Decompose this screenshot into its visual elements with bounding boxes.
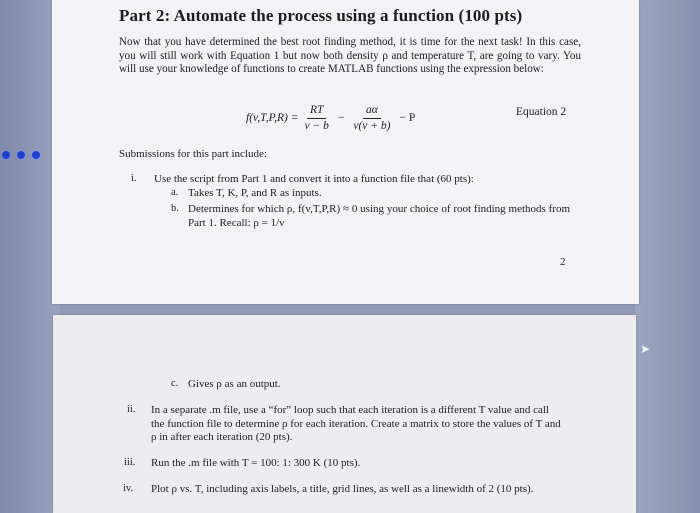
background-right [635,0,700,513]
equation-tail: − P [399,112,416,124]
submissions-title: Submissions for this part include: [119,148,267,160]
list-marker: iv. [123,483,134,494]
list-item: Use the script from Part 1 and convert it into a function file that (60 pts): [154,173,474,185]
fraction-rt [301,104,331,133]
background-left [0,0,60,513]
page-number: 2 [560,256,566,268]
fraction-numerator: aα [363,104,381,119]
list-item: Takes T, K, P, and R as inputs. [188,187,322,199]
progress-dots-icon [2,151,40,159]
part-title: Part 2: Automate the process using a function (100 pts) [119,6,523,25]
list-item: Run the .m file with T = 100: 1: 300 K (10 pts). [151,457,361,469]
list-marker: ii. [127,404,136,415]
equation-2 [246,100,418,136]
intro-paragraph: Now that you have determined the best root finding method, it is time for the next task! In this case, you will still work with Equation 1 but now both density ρ and temperature T, are going to vary. You will use your knowledge of functions to create MATLAB functions using the expression below: [119,36,581,76]
fraction-aalpha [350,104,393,133]
equation-lhs: f(v,T,P,R) = [246,112,299,124]
dot-icon [32,151,40,159]
list-item: Plot ρ vs. T, including axis labels, a title, grid lines, as well as a linewidth of 2 (10 pts). [151,483,534,495]
list-marker: b. [171,203,179,214]
equation-label: Equation 2 [516,106,567,118]
dot-icon [2,151,10,159]
dot-icon [17,151,25,159]
list-marker: iii. [124,457,136,468]
fraction-denominator: v(v + b) [353,119,391,132]
list-marker: a. [171,187,179,198]
list-item: Determines for which ρ, f(v,T,P,R) ≈ 0 using your choice of root finding methods from Part 1. Recall: ρ = 1/v [188,203,570,229]
list-item: Gives ρ as an output. [188,378,281,390]
fraction-denominator: v − b [304,119,329,132]
fraction-numerator: RT [307,104,326,119]
equation-operator: − [337,112,345,124]
list-marker: i. [131,173,137,184]
list-marker: c. [171,378,179,389]
list-item: In a separate .m file, use a “for” loop such that each iteration is a different T value and call the function file to determine ρ for each iteration. Create a matrix to store the values of T and ρ in after each iteration (20 pts). [151,404,561,443]
cursor-arrow-icon: ➤ [640,342,651,356]
